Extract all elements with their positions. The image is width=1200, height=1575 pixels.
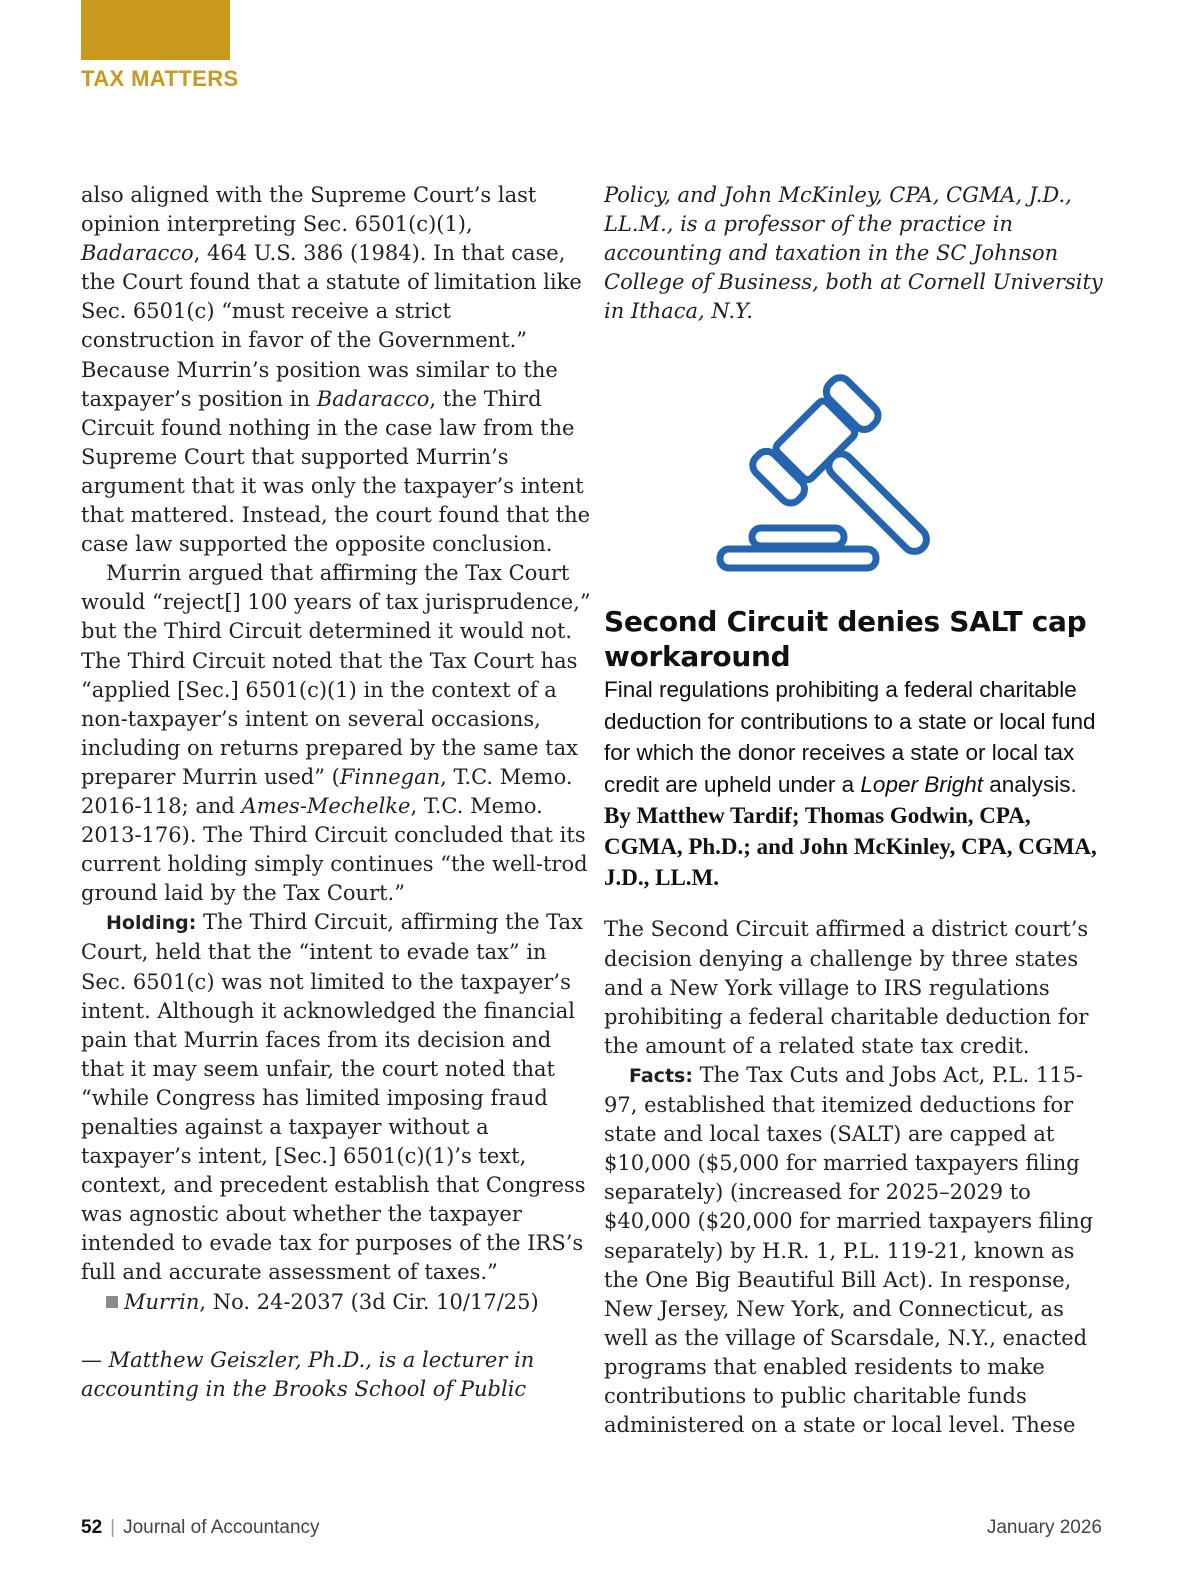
paragraph-badaracco: also aligned with the Supreme Court’s last opinion interpreting Sec. 6501(c)(1), Badaracco, 464 U.S. 386 (1984). In that case, the Court found that a statute of limitation like Sec. 6501(c) “must receive a strict construction in favor of the Government.” Because Murrin’s position was similar to the taxpayer’s position in Badaracco, the Third Circuit found nothing in the case law from the Supreme Court that supported Murrin’s argument that it was only the taxpayer’s intent that mattered. Instead, the court found that the case law supported the opposite conclusion.: [81, 183, 591, 557]
article-byline: By Matthew Tardif; Thomas Godwin, CPA, CGMA, Ph.D.; and John McKinley, CPA, CGMA, J.D., LL.M.: [604, 803, 1097, 891]
page-footer: [81, 1517, 1102, 1545]
paragraph-holding: Holding: The Third Circuit, affirming the Tax Court, held that the “intent to evade tax” in Sec. 6501(c) was not limited to the taxpayer’s intent. Although it acknowledged the financial pain that Murrin faces from its decision and that it may seem unfair, the court noted that “while Congress has limited imposing fraud penalties against a taxpayer without a taxpayer’s intent, [Sec.] 6501(c)(1)’s text, context, and precedent establish that Congress was agnostic about whether the taxpayer intended to evade tax for purposes of the IRS’s full and accurate assessment of taxes.”: [81, 910, 586, 1285]
author-bio-start: — Matthew Geiszler, Ph.D., is a lecturer in accounting in the Brooks School of Public: [81, 1347, 535, 1401]
author-bio-end: Policy, and John McKinley, CPA, CGMA, J.D., LL.M., is a professor of the practice in accounting and taxation in the SC Johnson College of Business, both at Cornell University in Ithaca, N.Y.: [604, 183, 1103, 324]
paragraph-jurisprudence: Murrin argued that affirming the Tax Court would “reject[] 100 years of tax jurisprudence,” but the Third Circuit determined it would not. The Third Circuit noted that the Tax Court has “applied [Sec.] 6501(c)(1) in the context of a non-taxpayer’s intent on several occasions, including on returns prepared by the same tax preparer Murrin used” (Finnegan, T.C. Memo. 2016-118; and Ames-Mechelke, T.C. Memo. 2013-176). The Third Circuit concluded that its current holding simply continues “the well-trod ground laid by the Tax Court.”: [81, 561, 591, 906]
article-headline: Second Circuit denies SALT cap workaround: [604, 605, 1087, 674]
right-column: [604, 181, 1114, 1440]
holding-label: Holding:: [106, 912, 197, 935]
left-column: [81, 181, 591, 1404]
section-accent-bar: [81, 0, 230, 60]
issue-date: January 2026: [986, 1517, 1102, 1538]
end-mark-icon: [106, 1296, 118, 1308]
section-label: TAX MATTERS: [81, 66, 239, 91]
gavel-icon: [714, 364, 934, 574]
publication-name: Journal of Accountancy: [123, 1517, 320, 1538]
page-number: 52: [81, 1517, 103, 1538]
case-citation: Murrin, No. 24-2037 (3d Cir. 10/17/25): [81, 1288, 591, 1317]
facts-label: Facts:: [629, 1064, 693, 1087]
paragraph-facts: Facts: The Tax Cuts and Jobs Act, P.L. 115-97, established that itemized deductions for state and local taxes (SALT) are capped at $10,000 ($5,000 for married taxpayers filing separately) (increased for 2025–2029 to $40,000 ($20,000 for married taxpayers filing separately) by H.R. 1, P.L. 119-21, known as the One Big Beautiful Bill Act). In response, New Jersey, New York, and Connecticut, as well as the village of Scarsdale, N.Y., enacted programs that enabled residents to make contributions to public charitable funds administered on a state or local level. These: [604, 1062, 1094, 1438]
lead-paragraph: The Second Circuit affirmed a district court’s decision denying a challenge by three states and a New York village to IRS regulations prohibiting a federal charitable deduction for the amount of a related state tax credit.: [604, 917, 1089, 1058]
article-deck: Final regulations prohibiting a federal charitable deduction for contributions to a state or local fund for which the donor receives a state or local tax credit are upheld under a Loper Bright analysis.: [604, 677, 1096, 797]
footer-separator: |: [110, 1517, 116, 1538]
